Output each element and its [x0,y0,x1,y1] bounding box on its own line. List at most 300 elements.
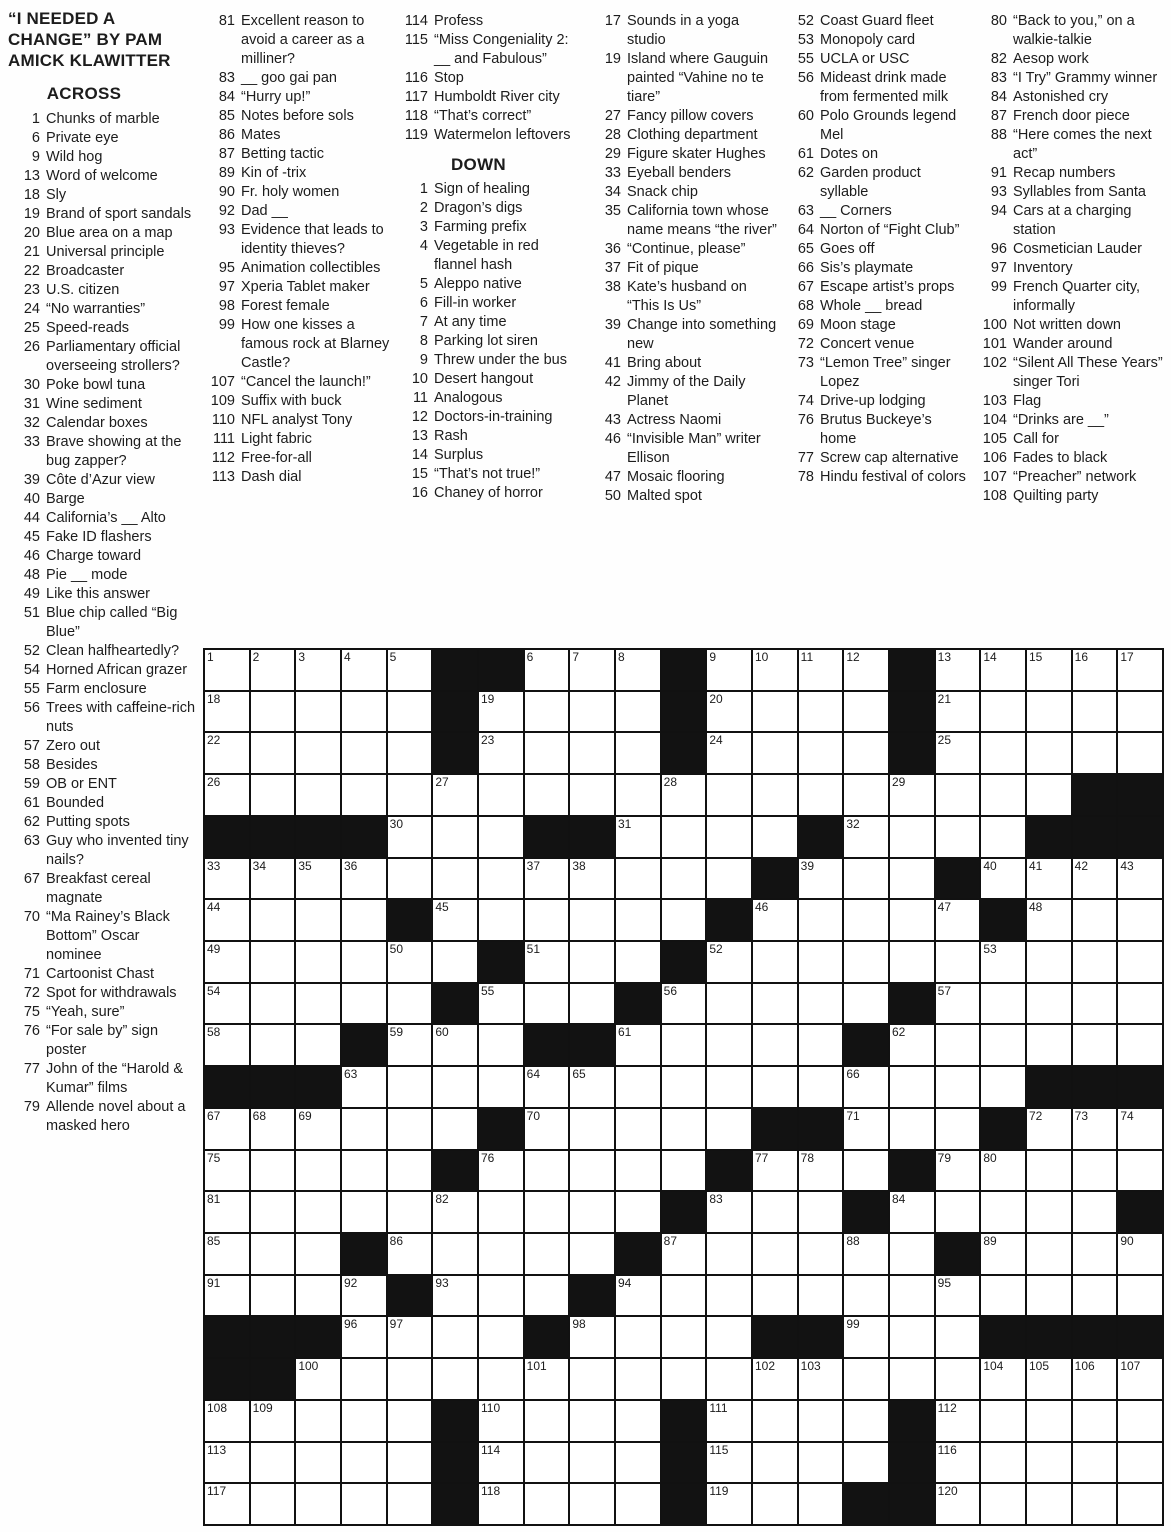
grid-cell[interactable] [205,984,249,1024]
grid-cell[interactable] [616,1484,660,1524]
grid-cell[interactable] [205,775,249,815]
grid-cell[interactable] [981,650,1025,690]
grid-cell[interactable] [753,900,797,940]
grid-cell[interactable] [433,1359,477,1399]
grid-cell[interactable] [251,1151,295,1191]
grid-cell[interactable] [388,1067,432,1107]
grid-cell[interactable] [799,1484,843,1524]
grid-cell[interactable] [525,1234,569,1274]
grid-cell[interactable] [707,1484,751,1524]
grid-cell[interactable] [1073,1234,1117,1274]
grid-cell[interactable] [662,1025,706,1065]
grid-cell[interactable] [844,817,888,857]
grid-cell[interactable] [890,817,934,857]
grid-cell[interactable] [388,692,432,732]
grid-cell[interactable] [799,692,843,732]
grid-cell[interactable] [296,1276,340,1316]
grid-cell[interactable] [251,984,295,1024]
grid-cell[interactable] [342,650,386,690]
grid-cell[interactable] [662,817,706,857]
grid-cell[interactable] [479,817,523,857]
grid-cell[interactable] [616,1276,660,1316]
grid-cell[interactable] [205,1192,249,1232]
grid-cell[interactable] [570,1067,614,1107]
grid-cell[interactable] [981,1067,1025,1107]
grid-cell[interactable] [707,1234,751,1274]
grid-cell[interactable] [342,1484,386,1524]
grid-cell[interactable] [936,942,980,982]
grid-cell[interactable] [479,859,523,899]
grid-cell[interactable] [1027,900,1071,940]
grid-cell[interactable] [525,1067,569,1107]
grid-cell[interactable] [707,1025,751,1065]
grid-cell[interactable] [844,1359,888,1399]
grid-cell[interactable] [433,1276,477,1316]
grid-cell[interactable] [296,900,340,940]
grid-cell[interactable] [205,733,249,773]
grid-cell[interactable] [342,900,386,940]
grid-cell[interactable] [753,1484,797,1524]
grid-cell[interactable] [251,1443,295,1483]
grid-cell[interactable] [1027,692,1071,732]
grid-cell[interactable] [525,1151,569,1191]
grid-cell[interactable] [1073,733,1117,773]
grid-cell[interactable] [1027,1443,1071,1483]
grid-cell[interactable] [1027,984,1071,1024]
grid-cell[interactable] [981,942,1025,982]
grid-cell[interactable] [936,1192,980,1232]
grid-cell[interactable] [296,733,340,773]
grid-cell[interactable] [616,859,660,899]
grid-cell[interactable] [388,1109,432,1149]
grid-cell[interactable] [205,1276,249,1316]
grid-cell[interactable] [433,775,477,815]
grid-cell[interactable] [1073,984,1117,1024]
grid-cell[interactable] [570,733,614,773]
grid-cell[interactable] [799,1067,843,1107]
grid-cell[interactable] [251,900,295,940]
grid-cell[interactable] [753,1359,797,1399]
grid-cell[interactable] [251,1109,295,1149]
grid-cell[interactable] [1118,1234,1162,1274]
grid-cell[interactable] [799,733,843,773]
grid-cell[interactable] [844,1401,888,1441]
grid-cell[interactable] [981,733,1025,773]
grid-cell[interactable] [525,650,569,690]
grid-cell[interactable] [525,733,569,773]
grid-cell[interactable] [936,650,980,690]
grid-cell[interactable] [1118,733,1162,773]
grid-cell[interactable] [525,775,569,815]
grid-cell[interactable] [388,859,432,899]
grid-cell[interactable] [844,1109,888,1149]
grid-cell[interactable] [342,1109,386,1149]
grid-cell[interactable] [479,984,523,1024]
grid-cell[interactable] [388,817,432,857]
grid-cell[interactable] [570,984,614,1024]
grid-cell[interactable] [1027,1359,1071,1399]
grid-cell[interactable] [479,900,523,940]
grid-cell[interactable] [296,775,340,815]
grid-cell[interactable] [342,733,386,773]
grid-cell[interactable] [707,817,751,857]
grid-cell[interactable] [296,1025,340,1065]
grid-cell[interactable] [1118,692,1162,732]
grid-cell[interactable] [707,984,751,1024]
grid-cell[interactable] [570,1401,614,1441]
grid-cell[interactable] [936,733,980,773]
grid-cell[interactable] [433,1109,477,1149]
grid-cell[interactable] [936,900,980,940]
grid-cell[interactable] [479,1443,523,1483]
grid-cell[interactable] [799,984,843,1024]
grid-cell[interactable] [388,1359,432,1399]
grid-cell[interactable] [936,1317,980,1357]
grid-cell[interactable] [388,942,432,982]
grid-cell[interactable] [1118,1151,1162,1191]
grid-cell[interactable] [616,650,660,690]
grid-cell[interactable] [616,1401,660,1441]
grid-cell[interactable] [251,1401,295,1441]
grid-cell[interactable] [570,942,614,982]
grid-cell[interactable] [388,733,432,773]
grid-cell[interactable] [570,1151,614,1191]
grid-cell[interactable] [1118,859,1162,899]
grid-cell[interactable] [388,1484,432,1524]
grid-cell[interactable] [433,1317,477,1357]
grid-cell[interactable] [479,1151,523,1191]
grid-cell[interactable] [342,1151,386,1191]
grid-cell[interactable] [479,733,523,773]
grid-cell[interactable] [1027,733,1071,773]
grid-cell[interactable] [433,817,477,857]
grid-cell[interactable] [205,942,249,982]
grid-cell[interactable] [707,650,751,690]
grid-cell[interactable] [936,1443,980,1483]
grid-cell[interactable] [616,900,660,940]
grid-cell[interactable] [1027,1109,1071,1149]
grid-cell[interactable] [799,1151,843,1191]
grid-cell[interactable] [844,859,888,899]
grid-cell[interactable] [753,1151,797,1191]
grid-cell[interactable] [205,1484,249,1524]
grid-cell[interactable] [1073,859,1117,899]
grid-cell[interactable] [981,859,1025,899]
grid-cell[interactable] [342,1359,386,1399]
grid-cell[interactable] [251,692,295,732]
grid-cell[interactable] [479,692,523,732]
grid-cell[interactable] [570,1484,614,1524]
grid-cell[interactable] [707,1317,751,1357]
grid-cell[interactable] [936,1484,980,1524]
grid-cell[interactable] [1073,692,1117,732]
grid-cell[interactable] [616,1192,660,1232]
grid-cell[interactable] [1118,650,1162,690]
grid-cell[interactable] [479,1276,523,1316]
grid-cell[interactable] [342,1401,386,1441]
grid-cell[interactable] [707,1401,751,1441]
grid-cell[interactable] [525,1276,569,1316]
grid-cell[interactable] [936,1025,980,1065]
grid-cell[interactable] [890,1317,934,1357]
grid-cell[interactable] [799,650,843,690]
grid-cell[interactable] [799,859,843,899]
grid-cell[interactable] [296,1484,340,1524]
grid-cell[interactable] [525,1443,569,1483]
grid-cell[interactable] [662,900,706,940]
grid-cell[interactable] [433,942,477,982]
grid-cell[interactable] [753,733,797,773]
grid-cell[interactable] [662,1317,706,1357]
grid-cell[interactable] [981,1443,1025,1483]
grid-cell[interactable] [890,1234,934,1274]
grid-cell[interactable] [1073,1401,1117,1441]
grid-cell[interactable] [1073,1359,1117,1399]
grid-cell[interactable] [981,692,1025,732]
grid-cell[interactable] [296,1401,340,1441]
grid-cell[interactable] [662,1067,706,1107]
grid-cell[interactable] [662,1234,706,1274]
grid-cell[interactable] [479,1067,523,1107]
grid-cell[interactable] [1073,1192,1117,1232]
grid-cell[interactable] [616,1317,660,1357]
grid-cell[interactable] [296,1234,340,1274]
grid-cell[interactable] [1118,1276,1162,1316]
grid-cell[interactable] [1073,1109,1117,1149]
grid-cell[interactable] [844,942,888,982]
grid-cell[interactable] [1118,1443,1162,1483]
grid-cell[interactable] [1118,1401,1162,1441]
grid-cell[interactable] [296,1109,340,1149]
grid-cell[interactable] [251,650,295,690]
grid-cell[interactable] [525,984,569,1024]
grid-cell[interactable] [799,942,843,982]
grid-cell[interactable] [936,1151,980,1191]
grid-cell[interactable] [570,650,614,690]
grid-cell[interactable] [844,692,888,732]
grid-cell[interactable] [753,817,797,857]
grid-cell[interactable] [890,900,934,940]
grid-cell[interactable] [296,650,340,690]
grid-cell[interactable] [479,1025,523,1065]
grid-cell[interactable] [1073,1151,1117,1191]
grid-cell[interactable] [844,733,888,773]
grid-cell[interactable] [799,1401,843,1441]
grid-cell[interactable] [433,1192,477,1232]
grid-cell[interactable] [753,692,797,732]
grid-cell[interactable] [936,775,980,815]
grid-cell[interactable] [616,775,660,815]
grid-cell[interactable] [205,859,249,899]
grid-cell[interactable] [342,942,386,982]
grid-cell[interactable] [844,984,888,1024]
grid-cell[interactable] [479,1192,523,1232]
grid-cell[interactable] [1027,1276,1071,1316]
grid-cell[interactable] [1073,1443,1117,1483]
grid-cell[interactable] [799,1276,843,1316]
grid-cell[interactable] [388,1443,432,1483]
grid-cell[interactable] [479,1234,523,1274]
grid-cell[interactable] [662,859,706,899]
grid-cell[interactable] [296,692,340,732]
grid-cell[interactable] [433,900,477,940]
grid-cell[interactable] [1073,650,1117,690]
grid-cell[interactable] [433,1025,477,1065]
grid-cell[interactable] [616,1443,660,1483]
grid-cell[interactable] [388,1234,432,1274]
grid-cell[interactable] [981,1151,1025,1191]
grid-cell[interactable] [251,1025,295,1065]
grid-cell[interactable] [799,775,843,815]
grid-cell[interactable] [799,1192,843,1232]
grid-cell[interactable] [388,650,432,690]
grid-cell[interactable] [616,1359,660,1399]
grid-cell[interactable] [753,1025,797,1065]
grid-cell[interactable] [251,1484,295,1524]
grid-cell[interactable] [936,692,980,732]
grid-cell[interactable] [570,1443,614,1483]
grid-cell[interactable] [296,942,340,982]
grid-cell[interactable] [890,1067,934,1107]
grid-cell[interactable] [342,1067,386,1107]
grid-cell[interactable] [570,775,614,815]
grid-cell[interactable] [525,1192,569,1232]
grid-cell[interactable] [1073,942,1117,982]
grid-cell[interactable] [251,1234,295,1274]
grid-cell[interactable] [844,1234,888,1274]
grid-cell[interactable] [570,1234,614,1274]
grid-cell[interactable] [616,817,660,857]
grid-cell[interactable] [479,1401,523,1441]
grid-cell[interactable] [707,775,751,815]
grid-cell[interactable] [1118,1484,1162,1524]
grid-cell[interactable] [707,1067,751,1107]
grid-cell[interactable] [1027,1401,1071,1441]
grid-cell[interactable] [753,650,797,690]
grid-cell[interactable] [707,1109,751,1149]
grid-cell[interactable] [890,1359,934,1399]
grid-cell[interactable] [1027,1025,1071,1065]
grid-cell[interactable] [1118,1025,1162,1065]
grid-cell[interactable] [570,1317,614,1357]
grid-cell[interactable] [251,1276,295,1316]
grid-cell[interactable] [890,1025,934,1065]
grid-cell[interactable] [525,942,569,982]
grid-cell[interactable] [707,1192,751,1232]
grid-cell[interactable] [342,984,386,1024]
grid-cell[interactable] [342,1317,386,1357]
grid-cell[interactable] [479,775,523,815]
grid-cell[interactable] [1073,1276,1117,1316]
grid-cell[interactable] [388,1192,432,1232]
grid-cell[interactable] [525,692,569,732]
grid-cell[interactable] [662,1276,706,1316]
grid-cell[interactable] [981,817,1025,857]
grid-cell[interactable] [296,1359,340,1399]
grid-cell[interactable] [707,692,751,732]
grid-cell[interactable] [205,1401,249,1441]
grid-cell[interactable] [707,942,751,982]
grid-cell[interactable] [753,1401,797,1441]
grid-cell[interactable] [616,1151,660,1191]
grid-cell[interactable] [388,1025,432,1065]
grid-cell[interactable] [205,1025,249,1065]
grid-cell[interactable] [205,692,249,732]
grid-cell[interactable] [433,859,477,899]
grid-cell[interactable] [205,1151,249,1191]
grid-cell[interactable] [890,1276,934,1316]
grid-cell[interactable] [936,1109,980,1149]
grid-cell[interactable] [570,1109,614,1149]
grid-cell[interactable] [936,984,980,1024]
grid-cell[interactable] [753,1276,797,1316]
grid-cell[interactable] [616,733,660,773]
grid-cell[interactable] [1027,650,1071,690]
grid-cell[interactable] [753,775,797,815]
grid-cell[interactable] [616,1109,660,1149]
grid-cell[interactable] [799,1443,843,1483]
grid-cell[interactable] [251,775,295,815]
grid-cell[interactable] [342,692,386,732]
grid-cell[interactable] [342,1276,386,1316]
grid-cell[interactable] [844,650,888,690]
grid-cell[interactable] [296,1151,340,1191]
grid-cell[interactable] [844,1443,888,1483]
grid-cell[interactable] [388,1317,432,1357]
grid-cell[interactable] [936,1276,980,1316]
grid-cell[interactable] [205,1109,249,1149]
grid-cell[interactable] [1027,1234,1071,1274]
grid-cell[interactable] [342,1443,386,1483]
grid-cell[interactable] [205,900,249,940]
grid-cell[interactable] [525,1359,569,1399]
grid-cell[interactable] [1073,1025,1117,1065]
grid-cell[interactable] [753,942,797,982]
grid-cell[interactable] [1118,942,1162,982]
grid-cell[interactable] [662,1359,706,1399]
grid-cell[interactable] [433,1234,477,1274]
grid-cell[interactable] [707,733,751,773]
grid-cell[interactable] [981,1276,1025,1316]
grid-cell[interactable] [844,1276,888,1316]
grid-cell[interactable] [753,984,797,1024]
grid-cell[interactable] [433,1067,477,1107]
grid-cell[interactable] [981,1359,1025,1399]
grid-cell[interactable] [662,984,706,1024]
grid-cell[interactable] [1027,1484,1071,1524]
grid-cell[interactable] [1073,1484,1117,1524]
grid-cell[interactable] [799,1234,843,1274]
grid-cell[interactable] [799,900,843,940]
grid-cell[interactable] [251,1192,295,1232]
grid-cell[interactable] [205,1234,249,1274]
grid-cell[interactable] [981,1484,1025,1524]
grid-cell[interactable] [205,1443,249,1483]
grid-cell[interactable] [1027,775,1071,815]
grid-cell[interactable] [844,900,888,940]
grid-cell[interactable] [388,1151,432,1191]
grid-cell[interactable] [936,817,980,857]
grid-cell[interactable] [890,859,934,899]
grid-cell[interactable] [570,692,614,732]
grid-cell[interactable] [251,859,295,899]
grid-cell[interactable] [479,1359,523,1399]
grid-cell[interactable] [981,1025,1025,1065]
grid-cell[interactable] [570,1359,614,1399]
grid-cell[interactable] [296,1192,340,1232]
grid-cell[interactable] [981,775,1025,815]
grid-cell[interactable] [342,775,386,815]
